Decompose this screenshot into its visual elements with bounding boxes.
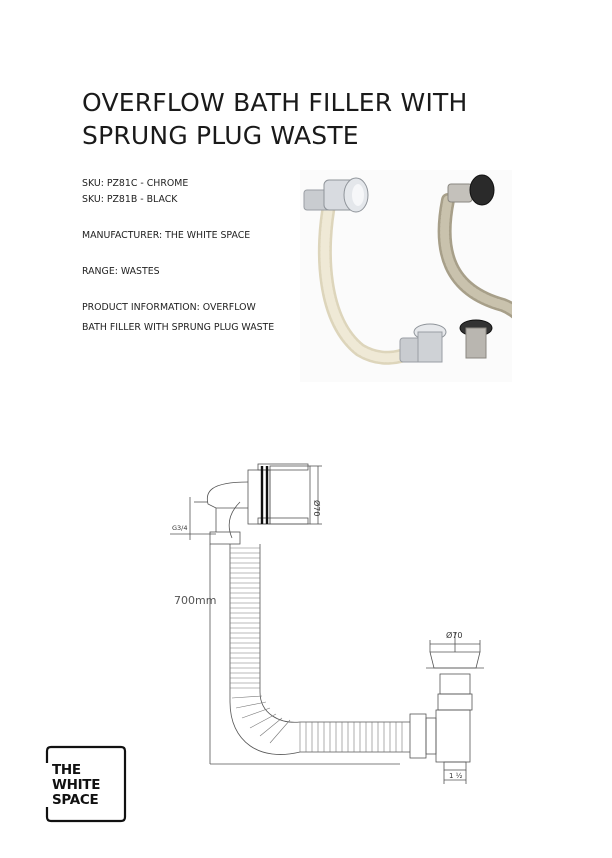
technical-drawing [150, 452, 495, 792]
sku-black: SKU: PZ81B - BLACK [82, 194, 178, 205]
product-info-block [82, 176, 312, 338]
page-title [82, 86, 552, 152]
logo-line-3: SPACE [52, 792, 99, 808]
title-line-1: OVERFLOW BATH FILLER WITH [82, 88, 468, 117]
manufacturer: MANUFACTURER: THE WHITE SPACE [82, 230, 251, 241]
spacer [82, 208, 312, 228]
product-information: PRODUCT INFORMATION: OVERFLOW BATH FILLER WITH SPRUNG PLUG WASTE [82, 302, 275, 333]
dim-thread: G3/4 [172, 524, 188, 532]
logo-text [52, 763, 100, 808]
logo-line-2: WHITE [52, 777, 101, 793]
dim-plug-diameter: Ø70 [446, 631, 463, 640]
sku-chrome: SKU: PZ81C - CHROME [82, 178, 189, 189]
product-photo [300, 170, 512, 382]
logo-line-1: THE [52, 762, 81, 778]
dim-length: 700mm [174, 594, 217, 607]
dim-top-diameter: Ø70 [312, 500, 321, 517]
spacer [82, 280, 312, 300]
spacer [82, 244, 312, 264]
range: RANGE: WASTES [82, 266, 160, 277]
dim-bottom: 1 ½ [449, 772, 463, 780]
title-line-2: SPRUNG PLUG WASTE [82, 121, 359, 150]
